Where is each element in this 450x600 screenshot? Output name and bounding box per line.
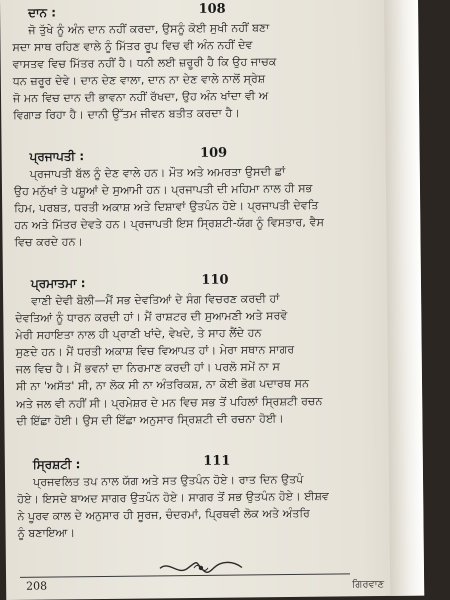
text-line: ਜੋ ਤੁੱਖੇ ਨੂੰ ਅੰਨ ਦਾਨ ਨਹੀਂ ਕਰਦਾ, ਉਸਨੂੰ ਕੋਈ ਸੁਖੀ ਨਹੀਂ ਬਣਾ <box>28 21 270 37</box>
entry-section-111 <box>17 452 418 543</box>
text-line: ਨੂੰ ਬਣਾਇਆ। <box>17 526 76 541</box>
text-line: ਸਦਾ ਸਾਥ ਰਹਿਣ ਵਾਲੇ ਨੂੰ ਮਿੱਤਰ ਰੂਪ ਵਿਚ ਵੀ ਅੰਨ ਨਹੀਂ ਦੇਵ <box>12 38 253 54</box>
entry-word: ਸ੍ਰਿਸ਼ਟੀ : <box>32 457 81 472</box>
text-line: ਵਾਸਤਵ ਵਿਚ ਮਿੱਤਰ ਨਹੀਂ ਹੈ। ਧਨੀ ਲਈ ਜ਼ਰੂਰੀ ਹੈ ਕਿ ਉਹ ਜਾਚਕ <box>12 55 277 72</box>
text-line: ਮੇਰੀ ਸਹਾਇਤਾ ਨਾਲ ਹੀ ਪ੍ਰਾਣੀ ਖਾਂਦੇ, ਵੇਖਦੇ, ਤੇ ਸਾਹ ਲੈਂਦੇ ਹਨ <box>15 326 262 343</box>
entry-word: ਦਾਨ : <box>28 5 57 20</box>
entry-section-109 <box>14 144 415 252</box>
entry-word: ਪ੍ਰਮਾਤਮਾ : <box>30 276 86 291</box>
entry-body <box>12 18 413 125</box>
text-line: ਪ੍ਰਜਵਲਿਤ ਤਪ ਨਾਲ ਯੱਗ ਅਤੇ ਸਤ ਉਤਪੰਨ ਹੋਏ। ਰਾਤ ਦਿਨ ਉਤਪੰ <box>32 472 304 489</box>
text-line: ਹਿਮ, ਪਰਬਤ, ਧਰਤੀ ਅਕਾਸ਼ ਅਤੇ ਦਿਸ਼ਾਵਾਂ ਉਤਪੰਨ ਹੋਏ। ਪ੍ਰਜਾਪਤੀ ਦੇਵਤਿ <box>14 198 319 216</box>
text-line: ਦੇਵਤਿਆਂ ਨੂੰ ਧਾਰਨ ਕਰਦੀ ਹਾਂ। ਮੈਂ ਰਾਸ਼ਟਰ ਦੀ ਸੁਆਮਣੀ ਅਤੇ ਸਰਵੋ <box>15 309 288 325</box>
text-line: ਜੋ ਮਨ ਵਿਚ ਦਾਨ ਦੀ ਭਾਵਨਾ ਨਹੀਂ ਰੱਖਦਾ, ਉਹ ਅੰਨ ਖਾਂਦਾ ਵੀ ਅ <box>12 89 269 106</box>
text-line: ਉਹ ਮਨੁੱਖਾਂ ਤੇ ਪਸ਼ੂਆਂ ਦੇ ਸੁਆਮੀ ਹਨ। ਪ੍ਰਜਾਪਤੀ ਦੀ ਮਹਿਮਾ ਨਾਲ ਹੀ ਸਭ <box>13 181 313 198</box>
text-line: ਜਲ ਵਿਚ ਹੈ। ਮੈਂ ਭਵਨਾਂ ਦਾ ਨਿਰਮਾਣ ਕਰਦੀ ਹਾਂ। ਪਰਲੋ ਸਮੇਂ ਨਾ ਸ <box>15 360 280 377</box>
entry-number: 110 <box>201 272 229 288</box>
text-line: ਵਿਚ ਕਰਦੇ ਹਨ। <box>14 235 84 250</box>
footer-running-title: ਗਿਰਵਾਣ <box>352 579 385 591</box>
entry-number: 108 <box>198 1 226 17</box>
text-line: ਧਨ ਜ਼ਰੂਰ ਦੇਵੇ। ਦਾਨ ਦੇਣ ਵਾਲਾ, ਦਾਨ ਨਾ ਦੇਣ ਵਾਲੇ ਨਾਲੋਂ ਸ੍ਰੇਸ਼ <box>12 72 266 89</box>
entry-section-108 <box>12 0 413 124</box>
text-line: ਨੇ ਪੂਰਵ ਕਾਲ ਦੇ ਅਨੁਸਾਰ ਹੀ ਸੂਰਜ, ਚੰਦਰਮਾਂ, ਪ੍ਰਿਥਵੀ ਲੋਕ ਅਤੇ ਅੰਤਰਿ <box>17 506 310 524</box>
text-line: ਸੀ ਨਾ 'ਅਸੱਤ' ਸੀ, ਨਾ ਲੋਕ ਸੀ ਨਾ ਅੰਤਰਿਕਸ਼, ਨਾ ਕੋਈ ਭੋਗ ਪਦਾਰਥ ਸਨ <box>15 377 310 394</box>
page-edge <box>384 0 424 596</box>
text-line: ਸੁਣਦੇ ਹਨ। ਮੈਂ ਧਰਤੀ ਅਕਾਸ਼ ਵਿਚ ਵਿਆਪਤ ਹਾਂ। ਮੇਰਾ ਸਥਾਨ ਸਾਗਰ <box>15 343 295 360</box>
text-line: ਦੀ ਇੱਛਾ ਹੋਈ। ਉਸ ਦੀ ਇੱਛਾ ਅਨੁਸਾਰ ਸ੍ਰਿਸ਼ਟੀ ਦੀ ਰਚਨਾ ਹੋਈ। <box>16 411 284 428</box>
text-line: ਹੋਏ। ਇਸਦੇ ਬਾਅਦ ਸਾਗਰ ਉਤਪੰਨ ਹੋਏ। ਸਾਗਰ ਤੋਂ ਸਭ ਉਤਪੰਨ ਹੋਏ। ਈਸ਼ਵ <box>17 489 330 506</box>
entry-body <box>14 162 415 252</box>
text-line: ਪ੍ਰਜਾਪਤੀ ਬੱਲ ਨੂੰ ਦੇਣ ਵਾਲੇ ਹਨ। ਮੌਤ ਅਤੇ ਅਮਰਤਾ ਉਸਦੀ ਛਾਂ <box>29 165 286 181</box>
entry-section-110 <box>15 271 417 430</box>
text-line: ਹਨ ਅਤੇ ਮਿੱਤਰ ਦੇਵਤੇ ਹਨ। ਪ੍ਰਜਾਪਤੀ ਇਸ ਸ੍ਰਿਸ਼ਟੀ-ਯੱਗ ਨੂੰ ਵਿਸਤਾਰ, ਵੈਸ <box>14 215 325 233</box>
page-number: 208 <box>26 579 48 593</box>
entry-body <box>17 470 418 543</box>
entry-number: 109 <box>199 145 228 161</box>
text-line: ਅਤੇ ਜਲ ਵੀ ਨਹੀਂ ਸੀ। ਪ੍ਰਮੇਸ਼ਰ ਦੇ ਮਨ ਵਿਚ ਸਭ ਤੋਂ ਪਹਿਲਾਂ ਸ੍ਰਿਸ਼ਟੀ ਰਚਨ <box>16 394 323 411</box>
text-line: ਵਿਗਾੜ ਰਿਹਾ ਹੈ। ਦਾਨੀ ਉੱਤਮ ਜੀਵਨ ਬਤੀਤ ਕਰਦਾ ਹੈ। <box>13 106 240 123</box>
text-line: ਵਾਣੀ ਦੇਵੀ ਬੋਲੀ—ਮੈਂ ਸਭ ਦੇਵਤਿਆਂ ਦੇ ਸੰਗ ਵਿਚਰਣ ਕਰਦੀ ਹਾਂ <box>31 292 280 308</box>
entry-number: 111 <box>203 453 231 469</box>
entry-body <box>15 289 416 430</box>
entry-word: ਪ੍ਰਜਾਪਤੀ : <box>29 149 85 164</box>
